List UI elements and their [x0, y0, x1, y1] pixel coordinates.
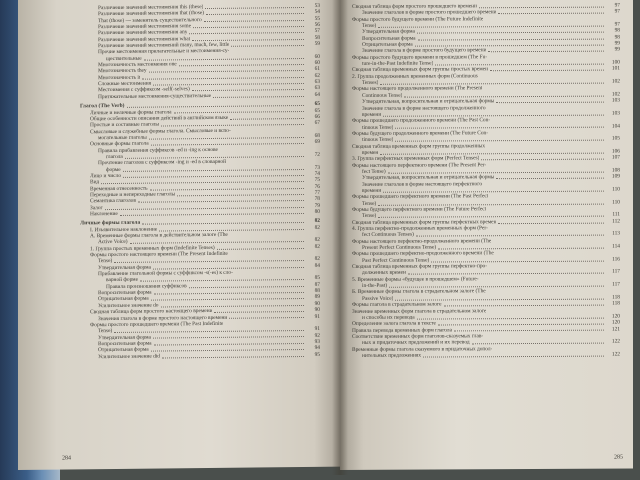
toc-entry-title: ture-in-the-Past Indefinite Tense)	[362, 60, 434, 67]
toc-entry-title: Формы простого прошедшего времени (The Past Indefinite	[90, 320, 224, 329]
dot-leader	[120, 213, 304, 216]
toc-entry-page: 103	[611, 97, 620, 104]
toc-entry-title: нительных предложениях	[362, 352, 422, 359]
toc-entry-title: Значение временных форм глагола в страдательном залоге	[352, 307, 487, 315]
toc-entry-title: времен	[362, 149, 379, 156]
dot-leader	[496, 178, 604, 180]
toc-entry-title: Временная отнесенность	[90, 185, 148, 192]
toc-entry-title: Лицо и число	[90, 172, 122, 180]
toc-entry-title: Утвердительная, вопросительная и отрицательная формы	[362, 98, 495, 106]
toc-entry-title: Значение глаголов в форме простого прошедшего времени	[362, 9, 497, 17]
right-page-number: 285	[614, 454, 623, 461]
toc-entry-page: 89	[314, 294, 320, 301]
toc-entry-page: 60	[314, 53, 320, 60]
toc-entry-page: 117	[612, 268, 620, 276]
toc-entry-page: 98	[614, 34, 620, 41]
toc-entry-title: варной форме	[106, 277, 138, 284]
toc-entry-page: 82	[314, 256, 320, 263]
toc-entry-page: 57	[314, 28, 320, 35]
toc-entry-page: 99	[614, 46, 620, 53]
toc-entry-title: Вопросительная форма	[362, 35, 416, 42]
toc-entry-page: 111	[612, 211, 620, 218]
toc-entry-page: 121	[611, 326, 620, 333]
toc-entry-page: 103	[611, 110, 620, 117]
toc-entry-title: Continuous Tense)	[362, 92, 403, 99]
toc-entry-title: Tense)	[362, 213, 377, 220]
toc-entry-title: 4. Группа перфектно-продолженных временных форм (Per-	[352, 225, 488, 232]
toc-entry-title: Б. Временные формы глагола в страдательном залоге (The	[352, 288, 486, 296]
left-page-number: 284	[62, 455, 71, 462]
toc-entry-title: Правила произношения суффиксов	[106, 283, 187, 290]
toc-entry-page: 54	[314, 9, 320, 16]
toc-entry-title: Значения глагола в форме простого настоящего времени	[98, 314, 228, 322]
toc-entry-page: 80	[314, 208, 320, 215]
toc-entry-title: ных и придаточных предложений и их перевод	[362, 339, 470, 347]
toc-entry-page: 120	[611, 313, 620, 320]
toc-entry-page: 75	[314, 177, 320, 184]
toc-entry-title: Различение значений местоимения what	[98, 35, 191, 43]
toc-entry-title: Многозначность they	[98, 68, 147, 75]
toc-entry-page: 108	[611, 167, 620, 174]
toc-entry-page: 107	[611, 154, 620, 161]
toc-entry-title: Сводная таблица временных форм группы простых времен	[352, 66, 488, 74]
toc-entry-title: Отрицательная форма	[362, 41, 413, 48]
toc-entry-title: Утвердительная форма	[98, 334, 151, 341]
toc-entry-page: 56	[314, 21, 320, 28]
toc-entry-title: tinuous Tense)	[362, 136, 394, 144]
toc-entry-page: 90	[314, 306, 320, 314]
toc-entry-title: Многозначность it	[98, 74, 141, 81]
toc-entry-page: 78	[314, 196, 320, 203]
toc-entry-title: Формы прошедшего перфектного времени (The Past Perfect	[352, 193, 489, 201]
toc-entry-title: Tense)	[362, 22, 377, 29]
dot-leader	[488, 51, 604, 53]
toc-entry-title: Различение значений местоимения that (those)	[98, 10, 205, 18]
toc-entry-title: fect Tense)	[362, 168, 386, 175]
book-gutter	[332, 0, 348, 475]
toc-entry-page: 88	[314, 287, 320, 295]
toc-entry	[80, 209, 320, 218]
toc-entry-title: Вопросительная форма	[98, 289, 152, 297]
toc-entry-page: 114	[612, 243, 620, 250]
toc-entry-title: Формы прошедшего продолженного времени (The Past Con-	[352, 117, 491, 125]
toc-entry-title: Сводная таблица временных форм группы перфектно-про-	[352, 263, 488, 271]
toc-entry-title: Формы глагола в страдательном залоге	[352, 301, 442, 309]
toc-entry-page: 98	[614, 27, 620, 34]
toc-entry-page: 66	[314, 113, 320, 120]
toc-entry-title: Значение глаголов в форме настоящего перфектного	[362, 180, 483, 188]
toc-entry-page: 122	[611, 338, 620, 345]
toc-entry-page: 85	[314, 275, 320, 282]
toc-entry-title: и способы их перевода	[362, 314, 415, 321]
toc-entry-title: Многозначность местоимения one	[98, 61, 177, 69]
toc-entry-page: 61	[314, 66, 320, 73]
toc-entry-page: 97	[614, 2, 620, 9]
toc-entry-title: Сводная таблица временных форм группы продолженных	[352, 142, 486, 150]
toc-entry-title: Вид	[90, 179, 100, 186]
toc-entry-title: That (those) — заменитель существительного	[98, 16, 202, 24]
toc-entry-title: I. Изъявительное наклонение	[90, 226, 158, 233]
left-page	[18, 0, 340, 470]
toc-entry-page: 63	[314, 85, 320, 92]
toc-entry-title: Смысловые и служебные формы глагола. Смысловые и вспо-	[90, 127, 231, 135]
toc-entry-page: 76	[314, 183, 320, 190]
toc-entry-page: 104	[611, 123, 620, 130]
dot-leader	[498, 13, 604, 15]
toc-entry-title: Формы простого будущего времени (The Future Indefinite	[352, 15, 484, 23]
toc-entry-title: Различение значений местоимения this (these)	[98, 4, 204, 12]
toc-entry-title: Утвердительная, вопросительная и отрицательная формы	[362, 174, 495, 182]
dot-leader	[213, 96, 304, 98]
toc-entry-title: Present Perfect Continuous Tense)	[362, 244, 437, 251]
dot-leader	[230, 118, 304, 120]
toc-entry-page: 116	[612, 256, 620, 263]
toc-entry-page: 102	[611, 91, 620, 98]
toc-entry-title: Tenses)	[362, 79, 379, 87]
toc-entry-title: Личные формы глагола	[80, 220, 141, 227]
toc-entry-title: Прочтение глаголов с суффиксом -ing и -ed в словарной	[98, 159, 226, 167]
toc-entry-title: Различение значений местоимений many, much, few, little	[98, 41, 230, 50]
toc-entry-title: Tense)	[362, 200, 377, 207]
left-table-of-contents	[80, 3, 320, 360]
toc-entry-title: Вопросительная форма	[98, 340, 152, 348]
right-page	[340, 0, 633, 470]
toc-entry-title: Сводная таблица форм простого прошедшего времени	[352, 3, 477, 10]
toc-entry-page: 97	[614, 21, 620, 28]
toc-entry-page: 101	[611, 65, 620, 73]
toc-entry-page: 68	[314, 132, 320, 139]
toc-entry-title: времени	[362, 111, 382, 118]
toc-entry-page: 77	[314, 189, 320, 196]
toc-entry-title: in-the-Past)	[362, 282, 388, 290]
toc-entry-page: 65	[314, 107, 320, 114]
toc-entry-title: Формы настоящего продолженного времени (The Present	[352, 85, 483, 93]
toc-entry-page: 106	[611, 148, 620, 155]
toc-entry-title: Прибавление глагольной формы с суффиксом -s(-es) к сло-	[98, 269, 233, 278]
toc-entry-title: Формы будущего продолженного времени (The Future Con-	[352, 130, 489, 137]
toc-entry-page: 110	[612, 199, 620, 206]
toc-entry-title: Утвердительная форма	[98, 264, 151, 271]
toc-entry-page: 92	[314, 332, 320, 339]
toc-entry-page: 72	[314, 151, 320, 158]
toc-entry	[80, 92, 320, 101]
dot-leader	[498, 222, 604, 224]
toc-entry-title: Past Perfect Continuous Tense)	[362, 257, 430, 264]
toc-entry-page: 60	[314, 59, 320, 66]
toc-entry-title: fect Continuous Tenses)	[362, 231, 414, 239]
toc-entry-page: 82	[314, 218, 320, 225]
toc-entry-title: Усилительное значение did	[98, 353, 160, 360]
toc-entry-page: 93	[314, 338, 320, 345]
toc-entry-page: 91	[314, 326, 320, 333]
dot-leader	[490, 70, 604, 72]
toc-entry-title: Усилительное значение do	[98, 302, 159, 309]
toc-entry-page: 87	[314, 281, 320, 288]
toc-entry-page: 112	[612, 218, 620, 225]
toc-entry-page: 82	[314, 237, 320, 244]
toc-entry-title: Правила перевода временных форм глагола	[352, 326, 452, 334]
toc-entry-title: Основные формы глагола	[90, 140, 149, 148]
toc-entry-page: 82	[314, 224, 320, 231]
toc-entry-page: 67	[314, 120, 320, 127]
toc-entry-title: времени	[362, 187, 382, 194]
toc-entry-title: 5. Временные формы «будущее в прошедшем» (Future-	[352, 276, 479, 283]
dot-leader	[423, 355, 604, 357]
toc-entry-page: 82	[314, 243, 320, 250]
toc-entry-page: 100	[611, 59, 620, 66]
toc-entry	[352, 351, 620, 359]
toc-entry-title: Значение глагола в форме простого будущего времени	[362, 47, 487, 55]
toc-entry-title: Семантика глаголов	[90, 198, 136, 205]
dot-leader	[481, 159, 604, 161]
toc-entry-title: Прочие местоимения прилагательные и местоимения-су-	[98, 48, 230, 56]
dot-leader	[162, 356, 304, 358]
toc-entry-page: 64	[314, 91, 320, 98]
toc-entry-title: 1. Группа простых временных форм (Indefinite Tenses)	[90, 244, 215, 252]
toc-entry-title: Залог	[90, 204, 103, 211]
toc-entry-title: Простые и составные глаголы	[90, 121, 160, 129]
toc-entry-title: ществительные	[106, 55, 142, 62]
open-book	[18, 0, 633, 480]
toc-entry-title: tinuous Tense)	[362, 124, 394, 131]
toc-entry-page: 118	[612, 300, 620, 307]
toc-entry-page: 58	[314, 34, 320, 41]
toc-entry-page: 105	[611, 135, 620, 142]
toc-entry-page: 59	[314, 40, 320, 47]
dot-leader	[496, 102, 604, 104]
toc-entry-page: 84	[314, 262, 320, 269]
toc-entry-page: 113	[612, 230, 620, 237]
toc-entry-title: Различение значений местоимения any	[98, 29, 188, 37]
toc-entry-page: 53	[314, 2, 320, 9]
toc-entry-title: Притяжательные местоимения-существительные	[98, 92, 212, 100]
toc-entry-page: 102	[611, 78, 620, 85]
toc-entry-title: Временные формы глагола сказуемого в придаточных допол-	[352, 345, 493, 353]
toc-entry-page: 109	[611, 173, 620, 180]
toc-entry-title: Passive Voice)	[362, 295, 394, 302]
toc-entry-page: 122	[611, 351, 620, 358]
toc-entry-title: А. Временные формы глагола в действительном залоге (The	[90, 231, 228, 240]
toc-entry-page: 55	[314, 15, 320, 22]
toc-entry-page: 74	[314, 170, 320, 177]
toc-entry-title: Правила прибавления суффиксов -ed и -ing к основе	[98, 146, 218, 154]
toc-entry-title: Сложные местоимения	[98, 80, 152, 88]
toc-entry-title: глагола	[106, 153, 123, 160]
toc-entry-title: Утвердительная форма	[362, 28, 415, 36]
toc-entry-page: 117	[612, 281, 620, 288]
toc-entry-title: Общие особенности описания действий в английском языке	[90, 114, 229, 123]
toc-entry-title: форме	[106, 166, 121, 173]
toc-entry-page: 118	[612, 294, 620, 301]
toc-entry-page: 110	[612, 186, 620, 193]
toc-entry-title: Переходные и непереходные глаголы	[90, 191, 176, 199]
toc-entry-page: 79	[314, 202, 320, 209]
toc-entry-page: 95	[314, 351, 320, 358]
toc-entry-title: долженных времен	[362, 270, 406, 277]
toc-entry-page: 63	[314, 78, 320, 86]
toc-entry-title: Формы прошедшего перфектно-продолженного времени (The	[352, 250, 494, 258]
toc-entry-page: 90	[314, 300, 320, 307]
toc-entry-title: Формы настоящего перфектного времени (The Present Per-	[352, 161, 487, 169]
toc-entry-title: Сводная таблица форм простого настоящего времени	[90, 308, 213, 316]
toc-entry-page: 69	[314, 139, 320, 146]
toc-entry-page: 62	[314, 72, 320, 79]
toc-entry-title: 2. Группа продолженных временных форм (Continuous	[352, 73, 478, 80]
toc-entry-title: 3. Группа перфектных временных форм (Perfect Tenses)	[352, 155, 480, 163]
toc-entry-page: 94	[314, 345, 320, 352]
toc-entry-page: 97	[614, 8, 620, 15]
toc-entry-title: Глагол (The Verb)	[80, 103, 125, 110]
toc-entry-title: Сводная таблица временных форм группы перфектных времен	[352, 218, 497, 226]
toc-entry-title: Tense)	[98, 258, 113, 265]
toc-entry-title: могательные глаголы	[98, 134, 147, 142]
toc-entry-page: 99	[614, 40, 620, 47]
toc-entry-title: Отрицательная форма	[98, 346, 149, 354]
dot-leader	[479, 7, 604, 9]
toc-entry-page: 73	[314, 164, 320, 171]
toc-entry-title: Tense)	[98, 328, 113, 335]
toc-entry-title: Формы будущего перфектного времени (The Future Perfect	[352, 206, 487, 213]
toc-entry-title: Active Voice)	[98, 239, 128, 246]
toc-entry-page: 120	[611, 319, 620, 326]
right-table-of-contents	[352, 3, 620, 360]
toc-entry-title: Соответствие временных форм глаголов-сказуемых глав-	[352, 333, 484, 340]
toc-entry-title: Определение залога глагола в тексте	[352, 320, 436, 328]
toc-entry-title: Формы простого настоящего времени (The Present Indefinite	[90, 250, 228, 259]
toc-entry-title: Личные и неличные формы глагола	[90, 108, 172, 116]
toc-entry	[80, 351, 320, 360]
toc-entry-title: Местоимения с суффиксом -self(-selves)	[98, 86, 190, 94]
toc-entry-page: 65	[314, 100, 320, 108]
toc-entry-title: Формы простого будущего времени в прошедшем (The Fu-	[352, 53, 488, 61]
dot-leader	[472, 343, 604, 345]
toc-entry-title: Формы настоящего перфектно-продолженного времени (The	[352, 237, 492, 245]
toc-entry-page: 91	[314, 313, 320, 320]
toc-entry-title: Значение глагола в форме настоящего продолженного	[362, 104, 486, 112]
toc-entry-title: Отрицательная форма	[98, 296, 149, 303]
toc-entry-title: Наклонение	[90, 210, 118, 218]
toc-entry-title: Различение значений местоимения some	[98, 23, 191, 31]
